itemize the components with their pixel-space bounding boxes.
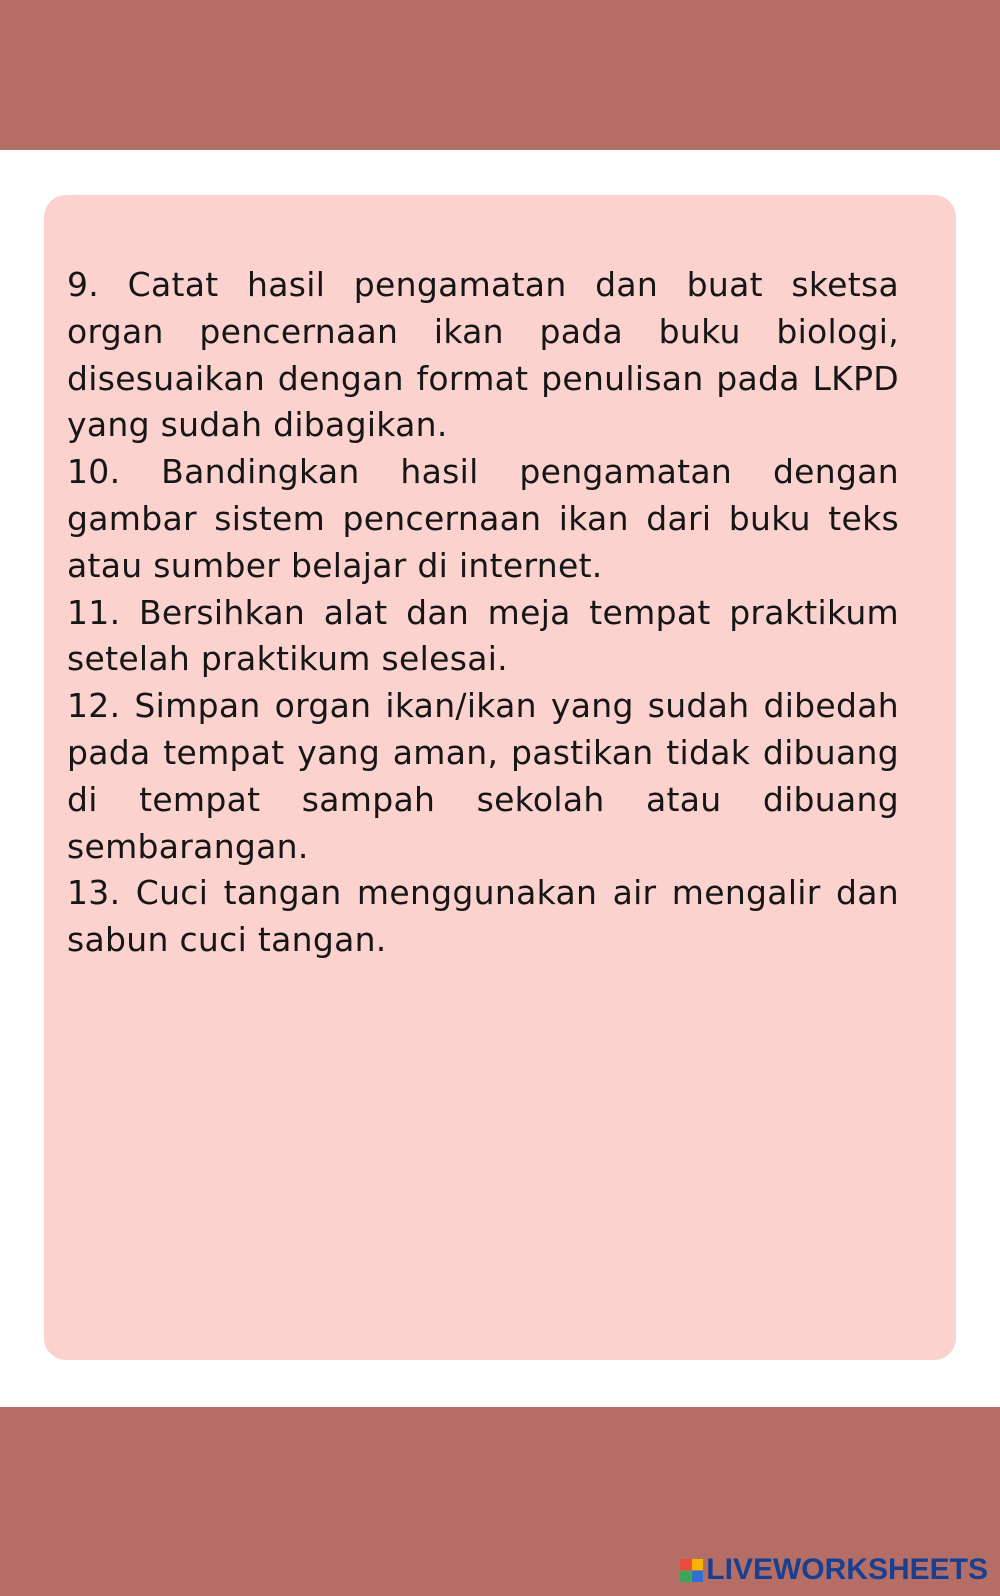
step-item-11: 11. Bersihkan alat dan meja tempat praktikum setelah praktikum selesai.: [67, 592, 899, 679]
logo-tile: [692, 1571, 703, 1582]
step-item-10: 10. Bandingkan hasil pengamatan dengan gambar sistem pencernaan ikan dari buku teks atau sumber belajar di internet.: [67, 452, 899, 585]
step-item-12: 12. Simpan organ ikan/ikan yang sudah dibedah pada tempat yang aman, pastikan tidak dibuang di tempat sampah sekolah atau dibuang sembarangan.: [67, 686, 899, 866]
logo-tile: [680, 1571, 691, 1582]
step-item-13: 13. Cuci tangan menggunakan air mengalir dan sabun cuci tangan.: [67, 873, 899, 960]
procedure-steps-list: [67, 262, 899, 964]
liveworksheets-logo-icon: [680, 1559, 703, 1582]
watermark-text: LIVEWORKSHEETS: [706, 1553, 988, 1586]
liveworksheets-watermark: [680, 1554, 988, 1586]
logo-tile: [692, 1559, 703, 1570]
step-item-9: 9. Catat hasil pengamatan dan buat sketsa organ pencernaan ikan pada buku biologi, disesuaikan dengan format penulisan pada LKPD yang sudah dibagikan.: [67, 265, 899, 445]
top-banner: [0, 0, 1000, 150]
logo-tile: [680, 1559, 691, 1570]
